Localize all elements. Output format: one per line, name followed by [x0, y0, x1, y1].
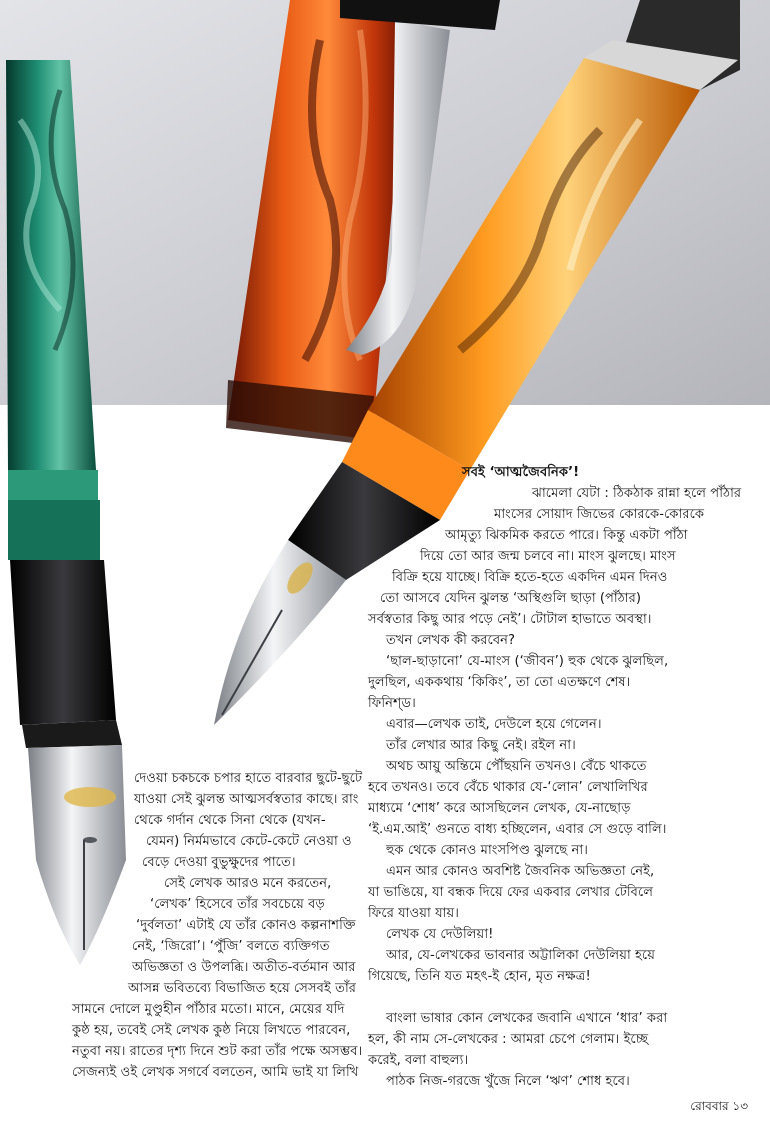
article-line: যাওয়া সেই ঝুলন্ত আত্মসর্বস্বতার কাছে। রাং: [134, 792, 359, 807]
article-line: ফিনিশ্‌ড।: [368, 696, 416, 711]
article-line: যা ভাঙিয়ে, যা বন্ধক দিয়ে ফের একবার লেখার টেবিলে: [368, 885, 654, 900]
article-line: তাঁর লেখার আর কিছু নেই। রইল না।: [386, 738, 576, 753]
article-line: সেই লেখক আরও মনে করতেন,: [164, 876, 332, 891]
article-line: দেওয়া চকচকে চপার হাতে বারবার ছুটে-ছুটে: [134, 771, 363, 786]
article-line: হুক থেকে কোনও মাংসপিণ্ড ঝুলছে না।: [386, 843, 588, 858]
article-line: করেই, বলা বাহুল্য।: [368, 1053, 469, 1068]
article-line: বিক্রি হয়ে যাচ্ছে। বিক্রি হতে-হতে একদিন এমন দিনও: [392, 570, 668, 585]
article-line: ফিরে যাওয়া যায়।: [368, 906, 459, 921]
article-line: নতুবা নয়। রাতের দৃশ্য দিনে শুট করা তাঁর পক্ষে অসম্ভব।: [72, 1044, 363, 1059]
article-line: ঝামেলা যেটা : ঠিকঠাক রান্না হলে পাঁঠার: [532, 486, 742, 501]
article-line: পাঠক নিজ-গরজে খুঁজে নিলে ‘ঋণ’ শোধ হবে।: [386, 1074, 630, 1089]
article-line: হল, কী নাম সে-লেখকের : আমরা চেপে গেলাম। ইচ্ছে: [368, 1032, 649, 1047]
article-line: সেজন্যই ওই লেখক সগর্বে বলতেন, আমি ভাই যা লিখি: [72, 1065, 359, 1080]
article-line: ‘ই.এম.আই’ গুনতে বাধ্য হচ্ছিলেন, এবার সে গুড়ে বালি।: [368, 822, 667, 837]
article-line: হবে তখনও। তবে বেঁচে থাকার যে-‘লোন’ লেখালিখির: [368, 780, 648, 795]
article-line: তো আসবে যেদিন ঝুলন্ত ‘অস্থিগুলি ছাড়া (পাঁঠার): [380, 591, 642, 606]
article-line: কুষ্ঠ হয়, তবেই সেই লেখক কুষ্ঠ নিয়ে লিখতে পারবেন,: [72, 1023, 351, 1038]
article-left-column: [72, 768, 363, 1083]
article-line: এবার—লেখক তাই, দেউলে হয়ে গেলেন।: [386, 717, 602, 732]
article-line: গিয়েছে, তিনি যত মহৎ-ই হোন, মৃত নক্ষত্র!: [368, 969, 591, 984]
article-line: ‘লেখক’ হিসেবে তাঁর সবচেয়ে বড়: [150, 897, 325, 912]
article-line: দিয়ে তো আর জন্ম চলবে না। মাংস ঝুলছে। মাংস: [420, 549, 676, 564]
article-line: বেড়ে দেওয়া বুভুক্ষুদের পাতে।: [142, 855, 296, 870]
page-folio: রোববার ১৩: [690, 1099, 748, 1113]
article-line: থেকে গর্দান থেকে সিনা থেকে (যখন-: [134, 813, 326, 828]
article-line: আসন্ন ভবিতব্যে বিভাজিত হয়ে সেসবই তাঁর: [128, 981, 357, 996]
article-line: এমন আর কোনও অবশিষ্ট জৈবনিক অভিজ্ঞতা নেই,: [386, 864, 655, 879]
article-line: অথচ আয়ু অন্তিমে পৌঁছয়নি তখনও। বেঁচে থাকতে: [386, 759, 647, 774]
article-line: ‘দুর্বলতা’ এটাই যে তাঁর কোনও কল্পনাশক্তি: [136, 918, 356, 933]
article-line: যেমন) নির্মমভাবে কেটে-কেটে নেওয়া ও: [146, 834, 352, 849]
article-line: সবই ‘আত্মজৈবনিক’!: [462, 465, 580, 480]
article-line: বাংলা ভাষার কোন লেখকের জবানি এখানে ‘ধার’ করা: [386, 1011, 668, 1026]
article-line: সর্বস্বতার কিছু আর পড়ে নেই’। টোটাল হাভাতে অবস্থা।: [368, 612, 652, 627]
article-line: আর, যে-লেখকের ভাবনার অট্টালিকা দেউলিয়া হয়ে: [386, 948, 656, 963]
article-right-column: [368, 462, 742, 1092]
article-line: নেই, ‘জিরো’। ‘পুঁজি’ বলতে ব্যক্তিগত: [132, 939, 330, 954]
article-line: লেখক যে দেউলিয়া!: [386, 927, 494, 942]
article-line: আমৃত্যু ঝিকমিক করতে পারে। কিন্তু একটা পাঁঠা: [445, 528, 688, 543]
article-line: অভিজ্ঞতা ও উপলব্ধি। অতীত-বর্তমান আর: [132, 960, 356, 975]
article-line: দুলছিল, এককথায় ‘কিকিং’, তা তো এতক্ষণে শেষ।: [368, 675, 631, 690]
article-line: সামনে দোলে মুণ্ডুহীন পাঁঠার মতো। মানে, মেয়ের যদি: [72, 1002, 345, 1017]
article-line: মাংসের সোয়াদ জিভের কোরকে-কোরকে: [494, 507, 705, 522]
article-line: তখন লেখক কী করবেন?: [386, 633, 516, 648]
article-line: মাধ্যমে ‘শোধ’ করে আসছিলেন লেখক, যে-নাছোড়: [368, 801, 631, 816]
article-line: ‘ছাল-ছাড়ানো’ যে-মাংস (‘জীবন’) হুক থেকে ঝুলছিল,: [386, 654, 669, 669]
